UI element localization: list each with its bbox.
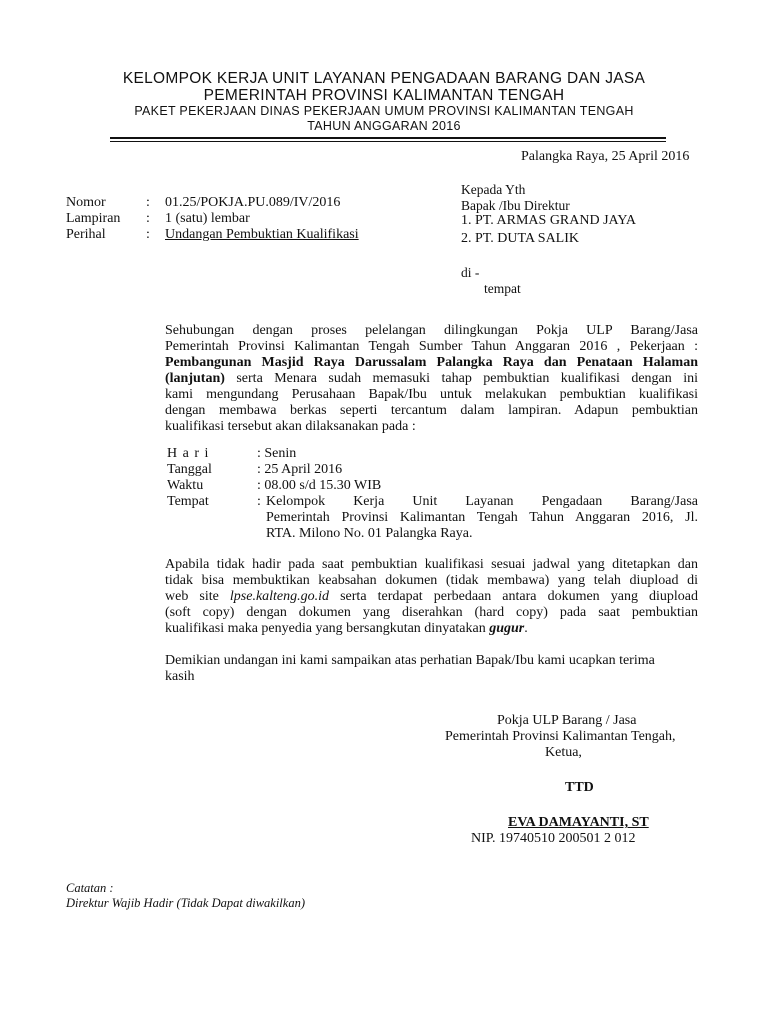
nomor-colon: : (146, 195, 150, 210)
gugur-emphasis: gugur (489, 621, 525, 636)
lampiran-label: Lampiran (66, 211, 121, 226)
lampiran-colon: : (146, 211, 150, 226)
signatory-nip: NIP. 19740510 200501 2 012 (471, 831, 636, 846)
hari-value: : Senin (257, 446, 297, 461)
body2-line: tidak bisa membuktikan keabsahan dokumen (tidak membawa) yang telah diupload di (165, 573, 698, 588)
body1-line (165, 371, 698, 387)
body2-text: web site (165, 589, 230, 604)
nomor-label: Nomor (66, 195, 106, 210)
tanggal-label: Tanggal (167, 462, 212, 477)
signature-role: Ketua, (545, 745, 582, 760)
body1-line-text: serta Menara sudah memasuki tahap pembuktian kualifikasi dengan ini (224, 371, 698, 386)
body2-text: . (524, 621, 528, 636)
perihal-colon: : (146, 227, 150, 242)
tempat-label: Tempat (167, 494, 209, 509)
letterhead-line-4: TAHUN ANGGARAN 2016 (307, 119, 461, 133)
note-title: Catatan : (66, 881, 114, 895)
signature-org-2: Pemerintah Provinsi Kalimantan Tengah, (445, 729, 676, 744)
body3-line: kasih (165, 669, 195, 684)
signatory-name: EVA DAMAYANTI, ST (508, 815, 649, 830)
lpse-website: lpse.kalteng.go.id (229, 589, 330, 604)
waktu-value: : 08.00 s/d 15.30 WIB (257, 478, 382, 493)
body1-project-name: Pembangunan Masjid Raya Darussalam Palangka Raya dan Penataan Halaman (165, 355, 698, 370)
recipient-kepada: Kepada Yth (461, 182, 526, 197)
letterhead-line-2: PEMERINTAH PROVINSI KALIMANTAN TENGAH (203, 87, 565, 104)
tempat-colon: : (257, 494, 261, 509)
tempat-line: Kelompok Kerja Unit Layanan Pengadaan Barang/Jasa (266, 494, 698, 509)
body2-text: serta terdapat perbedaan antara dokumen yang diupload (329, 589, 698, 604)
note-text: Direktur Wajib Hadir (Tidak Dapat diwakilkan) (66, 896, 305, 910)
tempat-line: RTA. Milono No. 01 Palangka Raya. (266, 526, 473, 541)
letterhead-rule-thin (110, 141, 666, 142)
tempat-value (266, 494, 698, 542)
nomor-value: 01.25/POKJA.PU.089/IV/2016 (165, 195, 341, 210)
signature-ttd: TTD (565, 780, 594, 795)
body-paragraph-1 (165, 323, 698, 435)
body2-line (165, 621, 698, 637)
recipient-2: 2. PT. DUTA SALIK (461, 231, 580, 246)
letterhead-line-3: PAKET PEKERJAAN DINAS PEKERJAAN UMUM PROVINSI KALIMANTAN TENGAH (134, 104, 634, 118)
recipient-bapak: Bapak /Ibu Direktur (461, 198, 570, 213)
waktu-label: Waktu (167, 478, 204, 493)
body2-line: Apabila tidak hadir pada saat pembuktian kualifikasi sesuai jadwal yang ditetapkan dan (165, 557, 698, 572)
body2-line: (soft copy) dengan dokumen yang diserahkan (hard copy) pada saat pembuktian (165, 605, 698, 620)
hari-label: H a r i (167, 446, 210, 461)
signature-org-1: Pokja ULP Barang / Jasa (497, 713, 637, 728)
perihal-label: Perihal (66, 227, 106, 242)
tempat-line: Pemerintah Provinsi Kalimantan Tengah Tahun Anggaran 2016, Jl. (266, 510, 698, 525)
letter-date: Palangka Raya, 25 April 2016 (521, 149, 690, 164)
recipient-di: di - (461, 265, 480, 280)
body1-line: dengan membawa berkas seperti tercantum dalam lampiran. Adapun pembuktian (165, 403, 698, 418)
body1-line: Sehubungan dengan proses pelelangan dilingkungan Pokja ULP Barang/Jasa (165, 323, 698, 338)
body1-line: kami mengundang Perusahaan Bapak/Ibu untuk melakukan pembuktian kualifikasi (165, 387, 698, 402)
body3-line: Demikian undangan ini kami sampaikan atas perhatian Bapak/Ibu kami ucapkan terima (165, 653, 655, 668)
recipient-1: 1. PT. ARMAS GRAND JAYA (461, 213, 637, 228)
lampiran-value: 1 (satu) lembar (165, 211, 250, 226)
body1-line: kualifikasi tersebut akan dilaksanakan pada : (165, 419, 416, 434)
body-paragraph-3 (165, 653, 698, 685)
recipient-tempat: tempat (484, 281, 521, 296)
letterhead-rule-thick (110, 137, 666, 139)
body1-line: Pemerintah Provinsi Kalimantan Tengah Sumber Tahun Anggaran 2016 , Pekerjaan : (165, 339, 698, 354)
letterhead-line-1: KELOMPOK KERJA UNIT LAYANAN PENGADAAN BARANG DAN JASA (122, 70, 646, 87)
perihal-value: Undangan Pembuktian Kualifikasi (165, 227, 359, 242)
body-paragraph-2 (165, 557, 698, 637)
body1-lanjutan: (lanjutan) (165, 371, 225, 386)
body2-line (165, 589, 698, 605)
body2-text: kualifikasi maka penyedia yang bersangkutan dinyatakan (165, 621, 490, 636)
tanggal-value: : 25 April 2016 (257, 462, 343, 477)
